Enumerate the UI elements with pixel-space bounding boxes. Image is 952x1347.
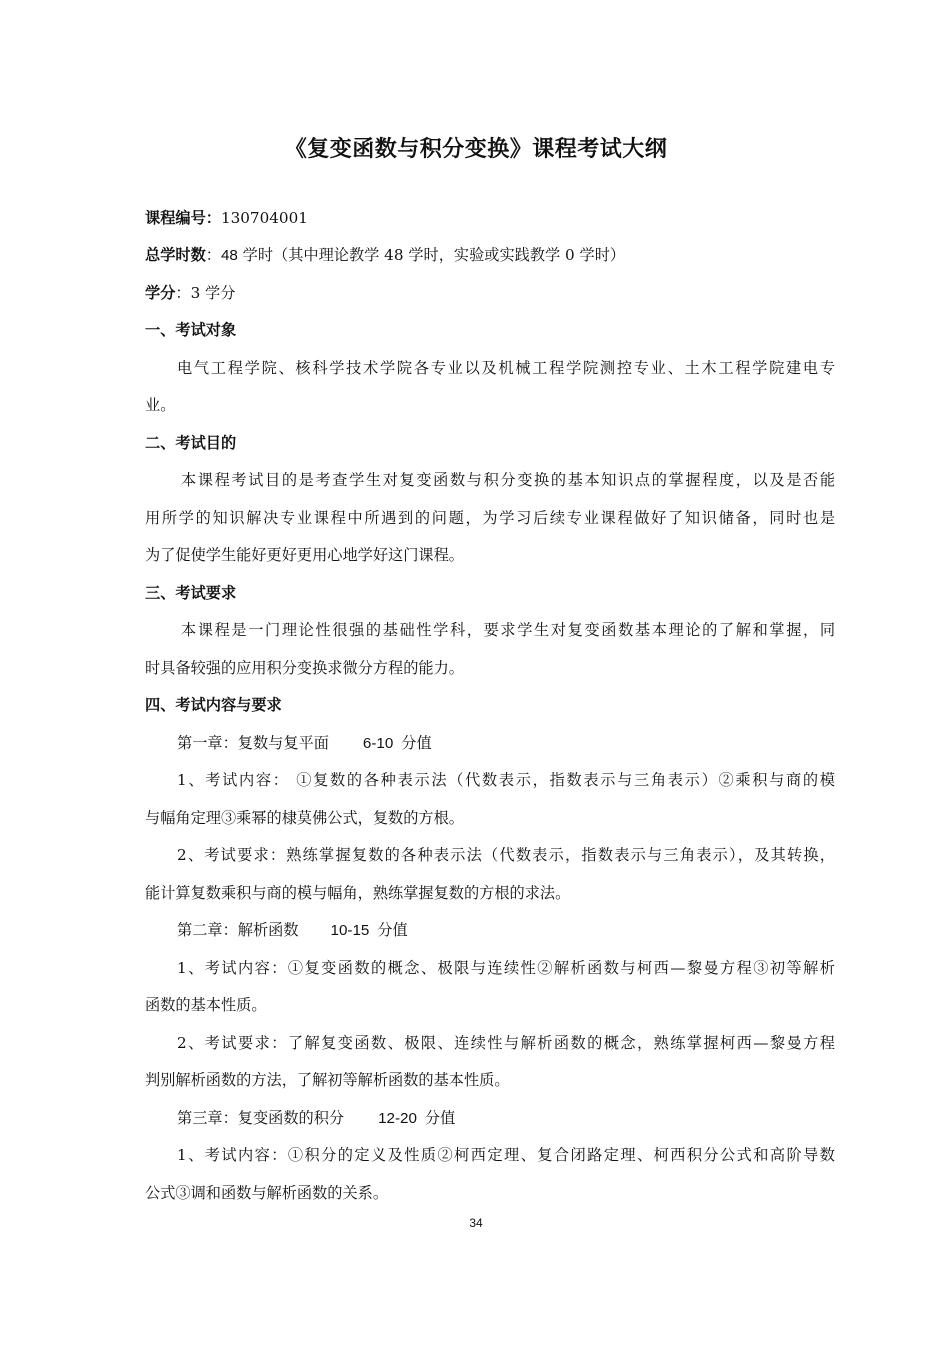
chapter-score: 12-20 <box>378 1110 417 1127</box>
section-heading: 四、考试内容与要求 <box>145 696 282 714</box>
paragraph-line: 时具备较强的应用积分变换求微分方程的能力。 <box>145 659 464 677</box>
chapter-score-unit: 分值 <box>424 1109 456 1127</box>
credit-label: 学分 <box>145 284 176 302</box>
paragraph-line: 1、考试内容：①复变函数的概念、极限与连续性②解析函数与柯西—黎曼方程③初等解析 <box>177 959 835 977</box>
section-heading: 二、考试目的 <box>145 434 237 452</box>
document-title: 《复变函数与积分变换》课程考试大纲 <box>284 137 668 162</box>
page-number: 34 <box>469 1216 483 1230</box>
course-code-line <box>145 208 835 228</box>
total-hours-colon: ： <box>205 246 221 264</box>
paragraph-line: 电气工程学院、核科学技术学院各专业以及机械工程学院测控专业、土木工程学院建电专 <box>177 359 835 377</box>
chapter-title: 第一章：复数与复平面 <box>177 734 329 752</box>
chapter-score: 6-10 <box>362 735 394 752</box>
section-heading: 三、考试要求 <box>145 584 237 602</box>
paragraph-line: 本课程是一门理论性很强的基础性学科，要求学生对复变函数基本理论的了解和掌握，同 <box>181 621 835 639</box>
paragraph-line: 判别解析函数的方法，了解初等解析函数的基本性质。 <box>145 1071 510 1089</box>
total-hours-label: 总学时数 <box>145 246 206 264</box>
paragraph-line: 用所学的知识解决专业课程中所遇到的问题，为学习后续专业课程做好了知识储备，同时也是 <box>145 509 835 527</box>
paragraph-line: 函数的基本性质。 <box>145 996 267 1014</box>
paragraph-line: 能计算复数乘积与商的模与幅角，熟练掌握复数的方根的求法。 <box>145 884 571 902</box>
chapter-title: 第三章：复变函数的积分 <box>177 1109 345 1127</box>
chapter-heading <box>177 920 835 941</box>
chapter-title: 第二章：解析函数 <box>177 921 299 939</box>
paragraph-line: 与幅角定理③乘幂的棣莫佛公式，复数的方根。 <box>145 809 464 827</box>
total-hours-text: 学时（其中理论教学 48 学时，实验或实践教学 0 学时） <box>237 246 626 264</box>
paragraph-line: 业。 <box>145 396 176 414</box>
paragraph-line: 1、考试内容： ①复数的各种表示法（代数表示，指数表示与三角表示）②乘积与商的模 <box>177 771 835 789</box>
chapter-score-unit: 分值 <box>377 921 408 939</box>
chapter-score: 10-15 <box>330 922 370 939</box>
paragraph-line: 本课程考试目的是考查学生对复变函数与积分变换的基本知识点的掌握程度，以及是否能 <box>181 471 835 489</box>
total-hours-number: 48 <box>220 247 238 264</box>
credit-text: ：3 学分 <box>175 284 236 302</box>
total-hours-line <box>145 245 835 266</box>
section-heading: 一、考试对象 <box>145 321 237 339</box>
paragraph-line: 公式③调和函数与解析函数的关系。 <box>145 1184 388 1202</box>
paragraph-line: 为了促使学生能好更好更用心地学好这门课程。 <box>145 546 464 564</box>
chapter-heading <box>177 733 835 754</box>
chapter-heading <box>177 1108 835 1129</box>
course-code-value: 130704001 <box>220 209 308 227</box>
paragraph-line: 2、考试要求：了解复变函数、极限、连续性与解析函数的概念，熟练掌握柯西—黎曼方程 <box>177 1034 835 1052</box>
paragraph-line: 1、考试内容：①积分的定义及性质②柯西定理、复合闭路定理、柯西积分公式和高阶导数 <box>177 1146 835 1164</box>
paragraph-line: 2、考试要求：熟练掌握复数的各种表示法（代数表示，指数表示与三角表示），及其转换， <box>177 846 835 864</box>
chapter-score-unit: 分值 <box>401 734 432 752</box>
credit-line <box>145 283 835 303</box>
course-code-label: 课程编号： <box>145 209 221 227</box>
